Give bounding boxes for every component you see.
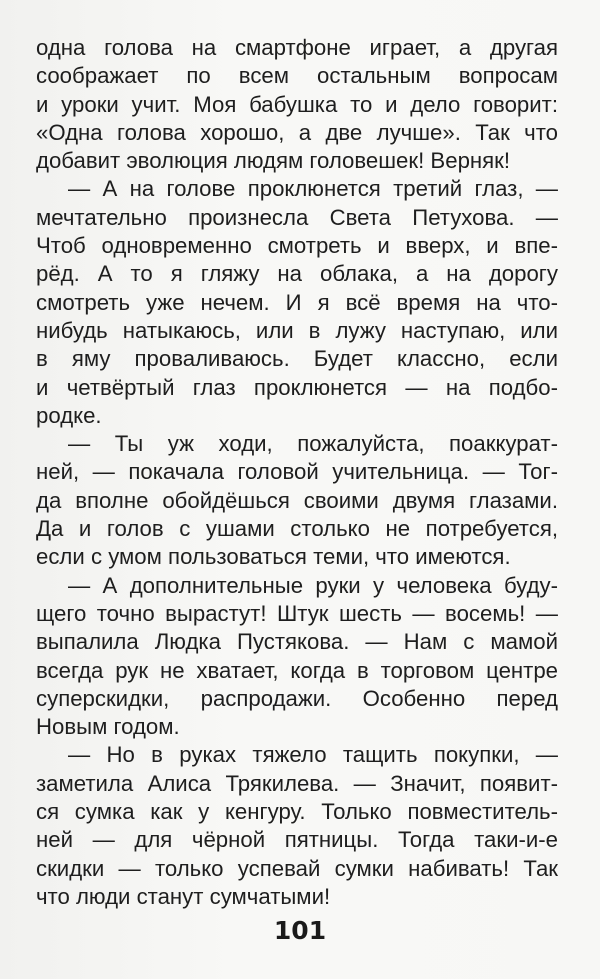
text-line: Новым годом. bbox=[36, 714, 180, 740]
text-line: одна голова на смартфоне играет, а другая bbox=[36, 35, 558, 60]
text-line: «Одна голова хорошо, а две лучше». Так что bbox=[36, 119, 558, 145]
text-line: смотреть уже нечем. И я всё время на что- bbox=[36, 289, 558, 315]
text-line: да вполне обойдёшься своими двумя глазами. bbox=[36, 487, 558, 513]
page-body-text bbox=[36, 34, 558, 911]
text-line: — А дополнительные руки у человека буду- bbox=[68, 572, 558, 598]
text-line: Да и голов с ушами столько не потребуется, bbox=[36, 516, 558, 542]
text-line: щего точно вырастут! Штук шесть — восемь! — bbox=[36, 600, 558, 626]
text-line: нибудь натыкаюсь, или в лужу наступаю, или bbox=[36, 317, 558, 343]
text-line: и четвёртый глаз проклюнется — на подбо- bbox=[36, 374, 558, 400]
text-line: суперскидки, распродажи. Особенно перед bbox=[36, 685, 558, 711]
text-line: и уроки учит. Моя бабушка то и дело говорит: bbox=[36, 91, 558, 117]
page-number: 101 bbox=[273, 916, 327, 945]
text-line: — А на голове проклюнется третий глаз, — bbox=[68, 176, 558, 202]
text-line: соображает по всем остальным вопросам bbox=[36, 63, 558, 89]
text-line: Чтоб одновременно смотреть и вверх, и впе- bbox=[36, 233, 558, 259]
text-line: — Ты уж ходи, пожалуйста, поаккурат- bbox=[68, 431, 558, 457]
text-line: ся сумка как у кенгуру. Только повместитель- bbox=[36, 799, 558, 825]
text-line: рёд. А то я гляжу на облака, а на дорогу bbox=[36, 261, 558, 287]
text-line: родке. bbox=[36, 402, 102, 428]
text-line: мечтательно произнесла Света Петухова. — bbox=[36, 204, 558, 230]
text-line: в яму проваливаюсь. Будет классно, если bbox=[36, 346, 558, 372]
text-line: если с умом пользоваться теми, что имеются. bbox=[36, 544, 511, 570]
text-line: выпалила Людка Пустякова. — Нам с мамой bbox=[36, 629, 558, 655]
text-line: ней — для чёрной пятницы. Тогда таки-и-е bbox=[36, 827, 558, 853]
text-line: скидки — только успевай сумки набивать! Так bbox=[36, 855, 558, 881]
text-line: что люди станут сумчатыми! bbox=[36, 883, 331, 909]
text-line: добавит эволюция людям головешек! Верняк! bbox=[36, 148, 511, 174]
text-line: заметила Алиса Трякилева. — Значит, появит- bbox=[36, 770, 558, 796]
text-line: — Но в руках тяжело тащить покупки, — bbox=[68, 742, 558, 768]
text-line: ней, — покачала головой учительница. — Тог- bbox=[36, 459, 558, 485]
text-line: всегда рук не хватает, когда в торговом центре bbox=[36, 657, 558, 683]
